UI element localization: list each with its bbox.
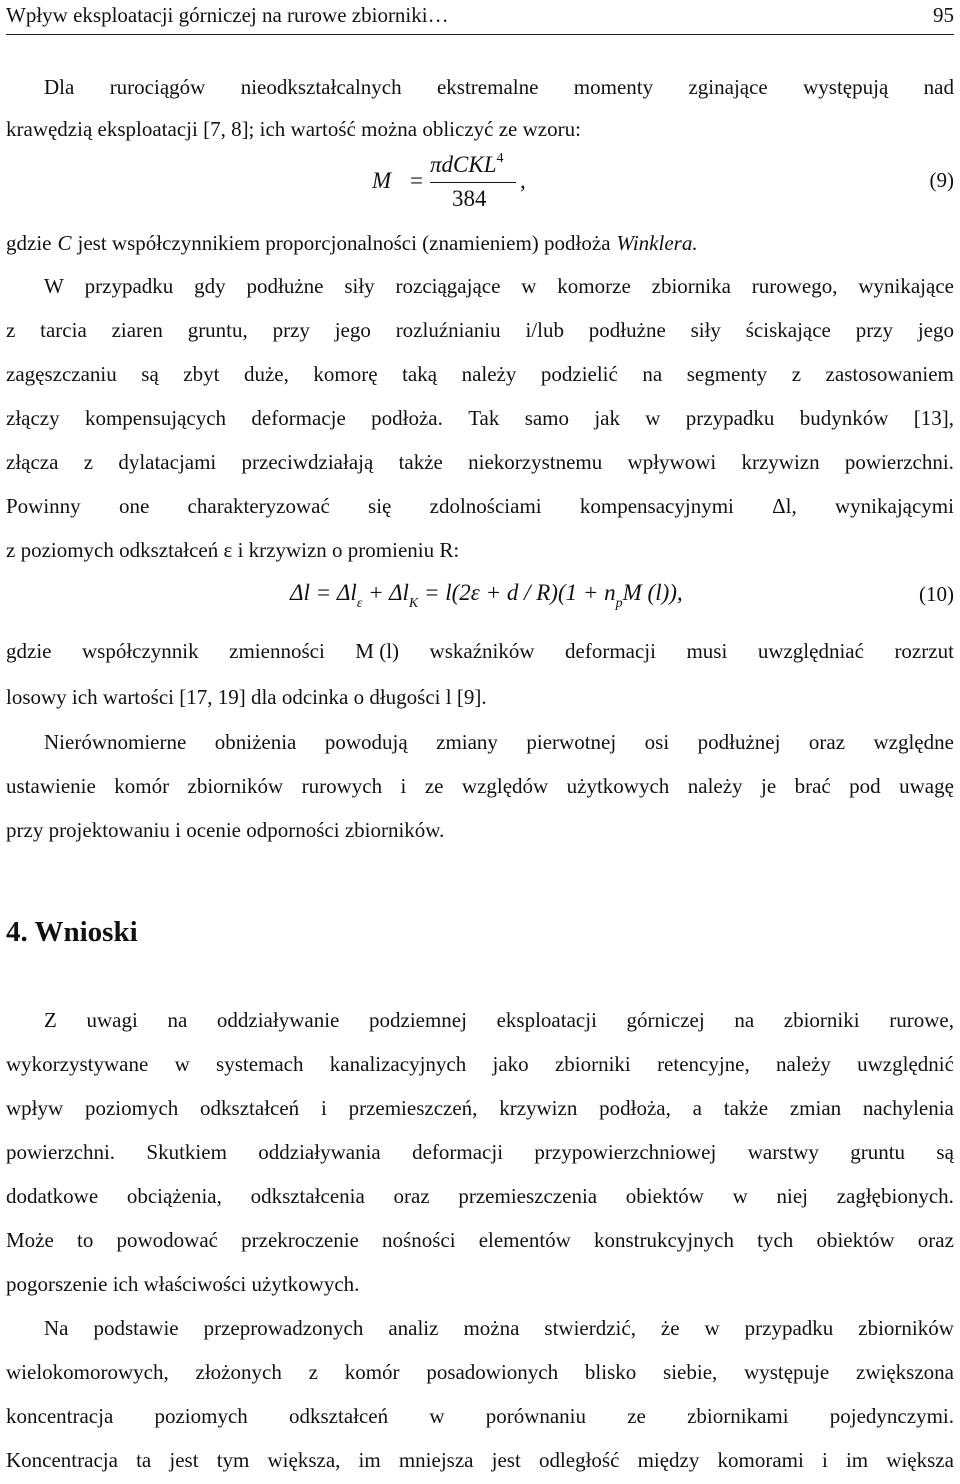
word: Na <box>44 1316 69 1340</box>
word: kompensacyjnymi <box>579 494 734 518</box>
page-number: 95 <box>933 3 954 27</box>
word: blisko <box>584 1360 637 1384</box>
word: współczynnik <box>81 639 199 663</box>
eq10-part: Δl = Δl <box>290 580 357 605</box>
word: przekroczenie <box>241 1228 359 1252</box>
word: porównaniu <box>485 1404 587 1428</box>
text-line <box>6 1130 954 1174</box>
word: należy <box>461 362 517 386</box>
word: jak <box>594 406 620 430</box>
word: warstwy <box>747 1140 819 1164</box>
eq10-sub-k: K <box>408 596 419 611</box>
word: gdzie <box>6 639 52 663</box>
word: [13], <box>913 406 954 430</box>
word: przypowierzchniowej <box>534 1140 717 1164</box>
word: że <box>660 1316 680 1340</box>
word: kanalizacyjnych <box>329 1052 467 1076</box>
word: brać <box>794 774 831 798</box>
word: segmenty <box>686 362 768 386</box>
word: w <box>645 406 661 430</box>
word: zbiorników <box>187 774 284 798</box>
word: poziomych <box>84 1096 179 1120</box>
text-line <box>6 1042 954 1086</box>
eq9-lhs: M <box>372 168 392 193</box>
word: powodują <box>324 730 408 754</box>
word: w <box>429 1404 445 1428</box>
word: konstrukcyjnych <box>593 1228 734 1252</box>
word: większa <box>886 1448 954 1472</box>
text-line <box>6 628 954 674</box>
word: taką <box>402 362 438 386</box>
word: momenty <box>573 75 654 99</box>
word: na <box>167 1008 188 1032</box>
eq9-exponent: 4 <box>496 151 504 166</box>
word: pod <box>849 774 881 798</box>
word: musi <box>686 639 728 663</box>
word: zbiorniki <box>554 1052 631 1076</box>
section-spacer <box>6 952 954 998</box>
word: podłużnej <box>697 730 781 754</box>
word: w <box>704 1316 720 1340</box>
word: złącza <box>6 450 59 474</box>
word: eksploatacji <box>496 1008 597 1032</box>
word: Z <box>44 1008 57 1032</box>
word: W <box>44 274 64 298</box>
word: je <box>760 774 777 798</box>
word: dylatacjami <box>118 450 217 474</box>
word: użytkowych <box>566 774 670 798</box>
word: powierzchni. <box>844 450 954 474</box>
word: komorze <box>557 274 631 298</box>
word: odkształceń <box>200 1096 300 1120</box>
word: rozluźnianiu <box>395 318 501 342</box>
word: Powinny <box>6 494 81 518</box>
text-line <box>6 264 954 308</box>
word: nieodkształcalnych <box>240 75 402 99</box>
word: niej <box>776 1184 808 1208</box>
word: zbiornika <box>651 274 731 298</box>
word: one <box>118 494 150 518</box>
line-text: z poziomych odkształceń ε i krzywizn o promieniu R: <box>6 538 460 562</box>
word: podzielić <box>540 362 618 386</box>
text-line <box>6 764 954 808</box>
variable-c: C <box>57 231 72 255</box>
word: nachylenia <box>862 1096 954 1120</box>
word: także <box>723 1096 769 1120</box>
word: powierzchni. <box>6 1140 116 1164</box>
word: złożonych <box>195 1360 282 1384</box>
word: dodatkowe <box>6 1184 99 1208</box>
eq10-part: + Δl <box>362 580 409 605</box>
text-line <box>6 66 954 108</box>
eq9-equals: = <box>410 168 423 193</box>
word: podłużne <box>246 274 324 298</box>
word: krzywizn <box>741 450 820 474</box>
word: przy <box>272 318 310 342</box>
text-line <box>6 674 954 720</box>
word: kompensujących <box>84 406 227 430</box>
word: komór <box>344 1360 400 1384</box>
word: przeciwdziałają <box>241 450 374 474</box>
word: rurowych <box>301 774 383 798</box>
word: podziemnej <box>369 1008 467 1032</box>
word: oraz <box>917 1228 954 1252</box>
eq10-body <box>290 580 683 611</box>
word: ze <box>424 774 444 798</box>
word: odległość <box>538 1448 620 1472</box>
word: zbiornikami <box>687 1404 789 1428</box>
word: tarcia <box>40 318 87 342</box>
word: przypadku <box>685 406 775 430</box>
word: wielokomorowych, <box>6 1360 169 1384</box>
text-line <box>6 1394 954 1438</box>
word: i <box>320 1096 327 1120</box>
text-line <box>6 222 954 264</box>
word: komór <box>114 774 170 798</box>
word: należy <box>687 774 743 798</box>
text-line <box>6 308 954 352</box>
word: powodować <box>116 1228 218 1252</box>
text-line <box>6 1262 954 1306</box>
running-header <box>6 0 954 35</box>
word: oraz <box>393 1184 430 1208</box>
word: stwierdzić, <box>544 1316 636 1340</box>
word: zmienności <box>229 639 325 663</box>
word: względów <box>461 774 549 798</box>
word: krzywizn <box>499 1096 578 1120</box>
word: Tak <box>468 406 500 430</box>
line-text: losowy ich wartości [17, 19] dla odcinka o długości l [9]. <box>6 685 487 709</box>
text-line <box>6 1350 954 1394</box>
winkler-name: Winklera. <box>616 231 698 255</box>
word: im <box>358 1448 381 1472</box>
word: złączy <box>6 406 60 430</box>
equation-9 <box>6 150 954 222</box>
word: zmiany <box>436 730 498 754</box>
word: ściskające <box>745 318 831 342</box>
word: i/lub <box>525 318 564 342</box>
word: na <box>734 1008 755 1032</box>
word: wynikające <box>858 274 954 298</box>
word: tych <box>757 1228 794 1252</box>
word: obciążenia, <box>126 1184 222 1208</box>
word: gruntu <box>850 1140 906 1164</box>
line-text: gdzie <box>6 231 52 255</box>
word: na <box>642 362 663 386</box>
word: gruntu, <box>187 318 248 342</box>
word: w <box>521 274 537 298</box>
word: podłoża. <box>371 406 443 430</box>
word: deformacje <box>251 406 346 430</box>
text-line <box>6 998 954 1042</box>
word: wpływ <box>6 1096 64 1120</box>
word: koncentracja <box>6 1404 114 1428</box>
word: oddziaływanie <box>216 1008 340 1032</box>
eq9-numerator <box>430 152 504 178</box>
word: zbyt <box>183 362 220 386</box>
eq9-numerator-text: πdCKL <box>430 152 497 177</box>
text-line <box>6 352 954 396</box>
word: nośności <box>382 1228 456 1252</box>
eq9-denominator: 384 <box>452 186 487 211</box>
word: Δl, <box>772 494 797 518</box>
word: się <box>368 494 392 518</box>
word: rozciągające <box>395 274 501 298</box>
word: rurowe, <box>889 1008 954 1032</box>
word: systemach <box>216 1052 304 1076</box>
text-line <box>6 720 954 764</box>
word: większa, <box>267 1448 341 1472</box>
word: przeprowadzonych <box>203 1316 364 1340</box>
section-spacer <box>6 852 954 912</box>
word: górniczej <box>626 1008 705 1032</box>
word: analiz <box>388 1316 439 1340</box>
word: względne <box>873 730 954 754</box>
text-line <box>6 108 954 150</box>
word: Może <box>6 1228 54 1252</box>
word: rurowego, <box>751 274 838 298</box>
word: zmian <box>789 1096 842 1120</box>
word: z <box>791 362 802 386</box>
eq10-sub-p: p <box>615 596 623 611</box>
body-text <box>6 66 954 1482</box>
text-line <box>6 808 954 852</box>
text-line <box>6 484 954 528</box>
word: im <box>845 1448 869 1472</box>
text-line <box>6 440 954 484</box>
text-line <box>6 1086 954 1130</box>
eq10-part: M (l)), <box>622 580 683 605</box>
word: przemieszczeń, <box>348 1096 478 1120</box>
word: niekorzystnemu <box>468 450 603 474</box>
word: uwagę <box>899 774 954 798</box>
word: między <box>637 1448 700 1472</box>
word: z <box>6 318 16 342</box>
word: w <box>174 1052 190 1076</box>
word: z <box>308 1360 318 1384</box>
word: zbiorników <box>858 1316 954 1340</box>
eq10-number: (10) <box>919 582 954 606</box>
line-text: jest współczynnikiem proporcjonalności (znamieniem) podłoża <box>77 231 611 255</box>
word: deformacji <box>412 1140 504 1164</box>
word: ekstremalne <box>436 75 539 99</box>
word: odkształcenia <box>250 1184 365 1208</box>
word: zagłębionych. <box>836 1184 954 1208</box>
text-line <box>6 1218 954 1262</box>
word: mniejsza <box>398 1448 474 1472</box>
word: a <box>692 1096 702 1120</box>
word: ze <box>627 1404 646 1428</box>
eq10-sub-epsilon: ε <box>356 596 363 611</box>
word: retencyjne, <box>657 1052 750 1076</box>
word: należy <box>776 1052 831 1076</box>
word: wpływowi <box>627 450 717 474</box>
word: z <box>83 450 94 474</box>
word: oddziaływania <box>258 1140 381 1164</box>
word: Dla <box>44 75 75 99</box>
word: charakteryzować <box>187 494 330 518</box>
word: elementów <box>478 1228 571 1252</box>
word: osi <box>644 730 670 754</box>
section-heading: 4. Wnioski <box>6 916 138 948</box>
word: jego <box>917 318 954 342</box>
word: podłużne <box>588 318 666 342</box>
word: zbiorniki <box>783 1008 860 1032</box>
word: to <box>76 1228 94 1252</box>
word: komorami <box>717 1448 804 1472</box>
eq9-fraction-bar <box>430 182 516 183</box>
word: ustawienie <box>6 774 96 798</box>
word: można <box>463 1316 520 1340</box>
word: jest <box>169 1448 199 1472</box>
word: rozrzut <box>894 639 954 663</box>
line-text: przy projektowaniu i ocenie odporności zbiorników. <box>6 818 445 842</box>
word: uwagi <box>86 1008 138 1032</box>
word: wynikającymi <box>835 494 954 518</box>
word: przypadku <box>84 274 174 298</box>
word: przypadku <box>744 1316 834 1340</box>
text-line <box>6 1438 954 1482</box>
word: i <box>400 774 407 798</box>
word: występuje <box>744 1360 830 1384</box>
word: komorę <box>313 362 378 386</box>
word: pojedynczymi. <box>829 1404 954 1428</box>
word: oraz <box>808 730 846 754</box>
word: ziaren <box>111 318 163 342</box>
word: zwiększona <box>856 1360 954 1384</box>
eq9-number: (9) <box>929 168 954 192</box>
word: ta <box>136 1448 152 1472</box>
word: jego <box>334 318 371 342</box>
word: duże, <box>243 362 289 386</box>
word: obiektów <box>625 1184 704 1208</box>
word: samo <box>524 406 570 430</box>
text-line <box>6 396 954 440</box>
word: obniżenia <box>214 730 297 754</box>
word: obiektów <box>816 1228 895 1252</box>
word: deformacji <box>565 639 656 663</box>
word: budynków <box>799 406 889 430</box>
text-line <box>6 1174 954 1218</box>
word: przy <box>855 318 894 342</box>
word: podstawie <box>93 1316 179 1340</box>
line-text: krawędzią eksploatacji [7, 8]; ich wartość można obliczyć ze wzoru: <box>6 117 581 141</box>
word: siły <box>344 274 375 298</box>
word: jest <box>491 1448 521 1472</box>
word: zginające <box>688 75 768 99</box>
word: są <box>141 362 159 386</box>
word: także <box>398 450 443 474</box>
word: podłoża, <box>599 1096 671 1120</box>
word: pierwotnej <box>526 730 617 754</box>
word: posadowionych <box>426 1360 559 1384</box>
eq9-comma: , <box>520 168 526 193</box>
word: Nierównomierne <box>44 730 187 754</box>
word: tym <box>216 1448 250 1472</box>
word: siebie, <box>663 1360 718 1384</box>
word: są <box>936 1140 954 1164</box>
word: zagęszczaniu <box>6 362 117 386</box>
word: rurociągów <box>109 75 206 99</box>
word: siły <box>690 318 721 342</box>
word: i <box>821 1448 828 1472</box>
word: Skutkiem <box>146 1140 227 1164</box>
word: uwzględniać <box>757 639 864 663</box>
word: wykorzystywane <box>6 1052 149 1076</box>
word: poziomych <box>154 1404 248 1428</box>
word: jako <box>492 1052 529 1076</box>
word: zdolnościami <box>429 494 542 518</box>
word: odkształceń <box>289 1404 389 1428</box>
line-text: pogorszenie ich właściwości użytkowych. <box>6 1272 360 1296</box>
eq10-part: = l(2ε + d / R)(1 + n <box>418 580 616 605</box>
text-line <box>6 528 954 572</box>
word: Koncentracja <box>6 1448 118 1472</box>
equation-10 <box>6 572 954 628</box>
text-line <box>6 1306 954 1350</box>
word: uwzględnić <box>857 1052 954 1076</box>
word: wskaźników <box>429 639 535 663</box>
word: M (l) <box>355 639 400 663</box>
word: w <box>732 1184 748 1208</box>
word: nad <box>923 75 954 99</box>
word: występują <box>803 75 889 99</box>
word: przemieszczenia <box>458 1184 598 1208</box>
header-title: Wpływ eksploatacji górniczej na rurowe zbiorniki… <box>6 3 449 27</box>
word: gdy <box>194 274 226 298</box>
word: zastosowaniem <box>825 362 954 386</box>
